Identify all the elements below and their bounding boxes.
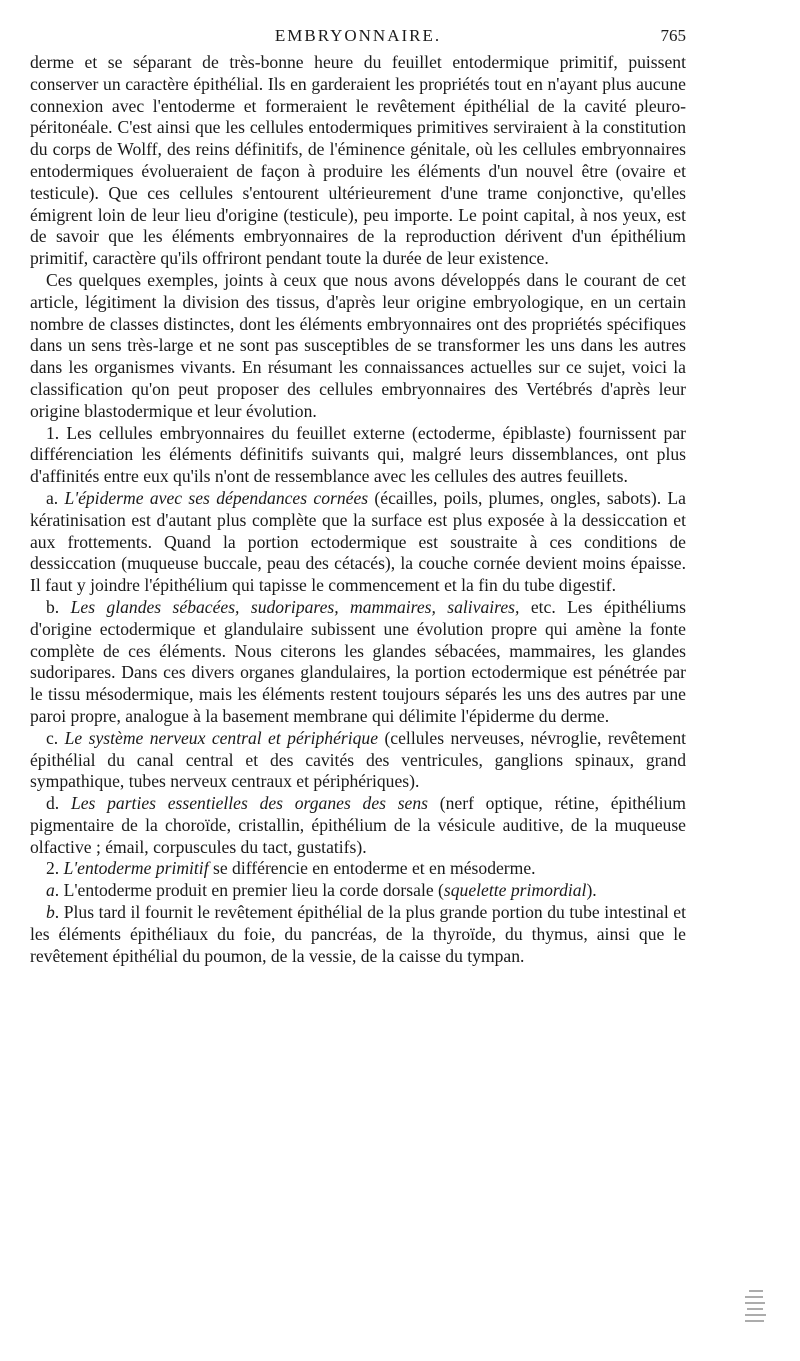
paragraph-item-c-systeme-nerveux: [30, 728, 686, 793]
paragraph-item-a-epiderme: [30, 488, 686, 597]
italic-term: squelette primordial: [443, 880, 587, 901]
paragraph-item-1-ectoderm: [30, 423, 686, 488]
text-run: . Plus tard il fournit le revêtement épithélial de la plus grande portion du tube intestinal et les éléments épithéliaux du foie, du pancréas, de la thyroïde, du thymus, ainsi que le revêtement épithélial du poumon, de la vessie, de la caisse du tympan.: [30, 902, 686, 966]
text-run: (écailles, poils, plumes, ongles, sabots). La kératinisation est d'autant plus complète que la surface est plus exposée à la dessiccation et aux frottements. Quand la portion ectodermique est soustraite à ces conditions de dessiccation (muqueuse buccale, peau des cétacés), la couche cornée devient moins épaisse. Il faut y joindre l'épithélium qui tapisse le commencement et la fin du tube digestif.: [30, 487, 686, 596]
italic-letter: a: [46, 880, 55, 901]
italic-heading: Le système nerveux central et périphérique: [64, 727, 379, 748]
body-text: [30, 52, 686, 967]
page: [30, 26, 686, 967]
text-run: . L'entoderme produit en premier lieu la corde dorsale (: [54, 880, 444, 901]
library-stamp-mark: [745, 1290, 767, 1334]
running-header: [30, 26, 686, 52]
italic-letter: b: [46, 902, 55, 923]
paragraph-item-2a-corde-dorsale: [30, 880, 686, 902]
text-run: c.: [46, 727, 65, 748]
text-run: derme et se séparant de très-bonne heure du feuillet entodermique primitif, puissent conserver un caractère épithélial. Ils en garderaient les propriétés tout en n'ayant plus aucune connexion avec l'entoderme et formeraient le revêtement épithélial de la cavité pleuro-péritonéale. C'est ainsi que les cellules entodermiques primitives serviraient à la constitution du corps de Wolff, des reins définitifs, de l'éminence génitale, où les cellules embryonnaires entodermiques évolueraient de façon à produire les éléments d'un nouvel être (ovaire et testicule). Que ces cellules s'entourent ultérieurement d'une trame conjonctive, qu'elles émigrent loin de leur lieu d'origine (testicule), peu importe. Le point capital, à nos yeux, est de savoir que les éléments embryonnaires de la reproduction dérivent d'un épithélium primitif, caractère qu'ils offriront pendant toute la durée de leur existence.: [30, 52, 686, 269]
paragraph-item-d-organes-sens: [30, 793, 686, 858]
italic-heading: Les glandes sébacées, sudoripares, mammaires, salivaires,: [70, 596, 520, 617]
text-run: 2.: [46, 858, 64, 879]
text-run: se différencie en entoderme et en mésoderme.: [208, 858, 536, 879]
text-run: d.: [46, 793, 71, 814]
paragraph-item-2b-revetement: [30, 902, 686, 967]
text-run: a.: [46, 487, 65, 508]
text-run: ).: [586, 880, 597, 901]
paragraph-continuation: [30, 52, 686, 270]
italic-heading: Les parties essentielles des organes des sens: [70, 793, 429, 814]
paragraph-item-b-glandes: [30, 597, 686, 728]
italic-heading: L'épiderme avec ses dépendances cornées: [64, 487, 369, 508]
page-number: 765: [660, 26, 686, 45]
text-run: 1. Les cellules embryonnaires du feuillet externe (ectoderme, épiblaste) fournissent par différenciation les éléments définitifs suivants qui, malgré leurs dissemblances, ont plus d'affinités entre eux qu'ils n'ont de ressemblance avec les cellules des autres feuillets.: [30, 422, 686, 487]
paragraph-classification-intro: [30, 270, 686, 423]
text-run: etc. Les épithéliums d'origine ectodermique et glandulaire subissent une évolution propre qui amène la fonte complète de ces éléments. Nous citerons les glandes sébacées, mammaires, les glandes sudoripares. Dans ces divers organes glandulaires, la portion ectodermique est pénétrée par le tissu mésodermique, mais les éléments restent toujours séparés les uns des autres par une paroi propre, analogue à la basement membrane qui délimite l'épiderme du derme.: [30, 596, 686, 726]
italic-heading: L'entoderme primitif: [63, 858, 209, 879]
text-run: Ces quelques exemples, joints à ceux que nous avons développés dans le courant de cet article, légitiment la division des tissus, d'après leur origine embryologique, en un certain nombre de classes distinctes, dont les éléments embryonnaires ont des propriétés spécifiques dans un sens très-large et ne sont pas susceptibles de se transformer les uns dans les autres dans les organismes vivants. En résumant les connaissances actuelles sur ce sujet, voici la classification qu'on peut proposer des cellules embryonnaires des Vertébrés d'après leur origine blastodermique et leur évolution.: [30, 269, 686, 421]
running-title: EMBRYONNAIRE.: [274, 26, 442, 45]
text-run: (nerf optique, rétine, épithélium pigmentaire de la choroïde, cristallin, épithélium de la vésicule auditive, de la muqueuse olfactive ; émail, corpuscules du tact, gustatifs).: [30, 793, 686, 857]
paragraph-item-2-entoderme: [30, 858, 686, 880]
text-run: (cellules nerveuses, névroglie, revêtement épithélial du canal central et des cavités des ventricules, ganglions spinaux, grand sympathique, tubes nerveux centraux et périphériques).: [30, 727, 687, 792]
text-run: b.: [46, 596, 71, 617]
